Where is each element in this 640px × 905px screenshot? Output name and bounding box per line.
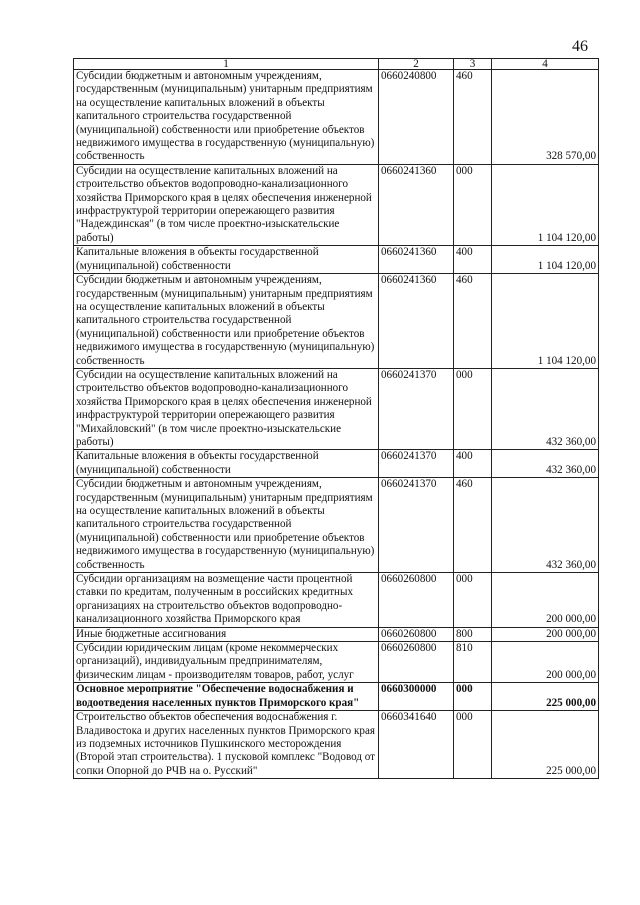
cell-code: 0660241360 <box>379 246 454 274</box>
cell-name: Основное мероприятие "Обеспечение водоснабжения и водоотведения населенных пунктов Приморского края" <box>74 683 379 711</box>
table-row <box>74 274 599 369</box>
cell-code: 0660260800 <box>379 642 454 683</box>
cell-code: 0660300000 <box>379 683 454 711</box>
cell-name: Капитальные вложения в объекты государственной (муниципальной) собственности <box>74 450 379 478</box>
cell-amount: 200 000,00 <box>492 642 599 683</box>
cell-code: 0660260800 <box>379 627 454 641</box>
cell-name: Иные бюджетные ассигнования <box>74 627 379 641</box>
header-col-3: 3 <box>454 59 492 70</box>
cell-type: 810 <box>454 642 492 683</box>
cell-type: 800 <box>454 627 492 641</box>
cell-code: 0660241370 <box>379 368 454 449</box>
cell-type: 000 <box>454 368 492 449</box>
table-row <box>74 711 599 779</box>
header-col-1: 1 <box>74 59 379 70</box>
cell-code: 0660241370 <box>379 478 454 573</box>
table-row <box>74 627 599 641</box>
cell-name: Субсидии на осуществление капитальных вложений на строительство объектов водопроводно-канализационного хозяйства Приморского края в целях обеспечения инженерной инфраструктурой территории опережающего развития "Михайловский" (в том числе проектно-изыскательские работы) <box>74 368 379 449</box>
cell-name: Субсидии юридическим лицам (кроме некоммерческих организаций), индивидуальным предпринимателям, физическим лицам - производителям товаров, работ, услуг <box>74 642 379 683</box>
table-row <box>74 246 599 274</box>
cell-amount: 200 000,00 <box>492 573 599 628</box>
cell-code: 0660241360 <box>379 164 454 245</box>
table-row <box>74 368 599 449</box>
cell-amount: 328 570,00 <box>492 70 599 165</box>
header-col-4: 4 <box>492 59 599 70</box>
table-row <box>74 164 599 245</box>
cell-amount: 225 000,00 <box>492 711 599 779</box>
cell-amount: 432 360,00 <box>492 450 599 478</box>
cell-type: 400 <box>454 246 492 274</box>
table-row <box>74 642 599 683</box>
table-row <box>74 683 599 711</box>
cell-name: Субсидии на осуществление капитальных вложений на строительство объектов водопроводно-канализационного хозяйства Приморского края в целях обеспечения инженерной инфраструктурой территории опережающего развития "Надеждинская" (в том числе проектно-изыскательские работы) <box>74 164 379 245</box>
cell-name: Субсидии бюджетным и автономным учреждениям, государственным (муниципальным) унитарным предприятиям на осуществление капитальных вложений в объекты капитального строительства государственной (муниципальной) собственности или приобретение объектов недвижимого имущества в государственную (муниципальную) собственность <box>74 70 379 165</box>
cell-code: 0660241360 <box>379 274 454 369</box>
cell-type: 400 <box>454 450 492 478</box>
cell-type: 000 <box>454 711 492 779</box>
table-row <box>74 573 599 628</box>
cell-type: 000 <box>454 164 492 245</box>
cell-type: 000 <box>454 573 492 628</box>
cell-amount: 1 104 120,00 <box>492 246 599 274</box>
table-row <box>74 450 599 478</box>
cell-code: 0660241370 <box>379 450 454 478</box>
cell-code: 0660260800 <box>379 573 454 628</box>
cell-code: 0660240800 <box>379 70 454 165</box>
table-header-row <box>74 59 599 70</box>
cell-name: Субсидии бюджетным и автономным учреждениям, государственным (муниципальным) унитарным предприятиям на осуществление капитальных вложений в объекты капитального строительства государственной (муниципальной) собственности или приобретение объектов недвижимого имущества в государственную (муниципальную) собственность <box>74 274 379 369</box>
cell-type: 460 <box>454 274 492 369</box>
cell-amount: 200 000,00 <box>492 627 599 641</box>
cell-name: Субсидии бюджетным и автономным учреждениям, государственным (муниципальным) унитарным предприятиям на осуществление капитальных вложений в объекты капитального строительства государственной (муниципальной) собственности или приобретение объектов недвижимого имущества в государственную (муниципальную) собственность <box>74 478 379 573</box>
cell-type: 000 <box>454 683 492 711</box>
cell-code: 0660341640 <box>379 711 454 779</box>
budget-table <box>73 58 599 779</box>
table-row <box>74 478 599 573</box>
cell-name: Капитальные вложения в объекты государственной (муниципальной) собственности <box>74 246 379 274</box>
cell-amount: 1 104 120,00 <box>492 164 599 245</box>
cell-name: Строительство объектов обеспечения водоснабжения г. Владивостока и других населенных пунктов Приморского края из подземных источников Пушкинского месторождения (Второй этап строительства). 1 пусковой комплекс "Водовод от сопки Опорной до РЧВ на о. Русский" <box>74 711 379 779</box>
cell-amount: 432 360,00 <box>492 368 599 449</box>
cell-amount: 432 360,00 <box>492 478 599 573</box>
header-col-2: 2 <box>379 59 454 70</box>
cell-name: Субсидии организациям на возмещение части процентной ставки по кредитам, полученным в российских кредитных организациях на строительство объектов водопроводно-канализационного хозяйства Приморского края <box>74 573 379 628</box>
table-row <box>74 70 599 165</box>
page-number: 46 <box>572 38 588 55</box>
cell-amount: 225 000,00 <box>492 683 599 711</box>
cell-type: 460 <box>454 478 492 573</box>
cell-amount: 1 104 120,00 <box>492 274 599 369</box>
cell-type: 460 <box>454 70 492 165</box>
